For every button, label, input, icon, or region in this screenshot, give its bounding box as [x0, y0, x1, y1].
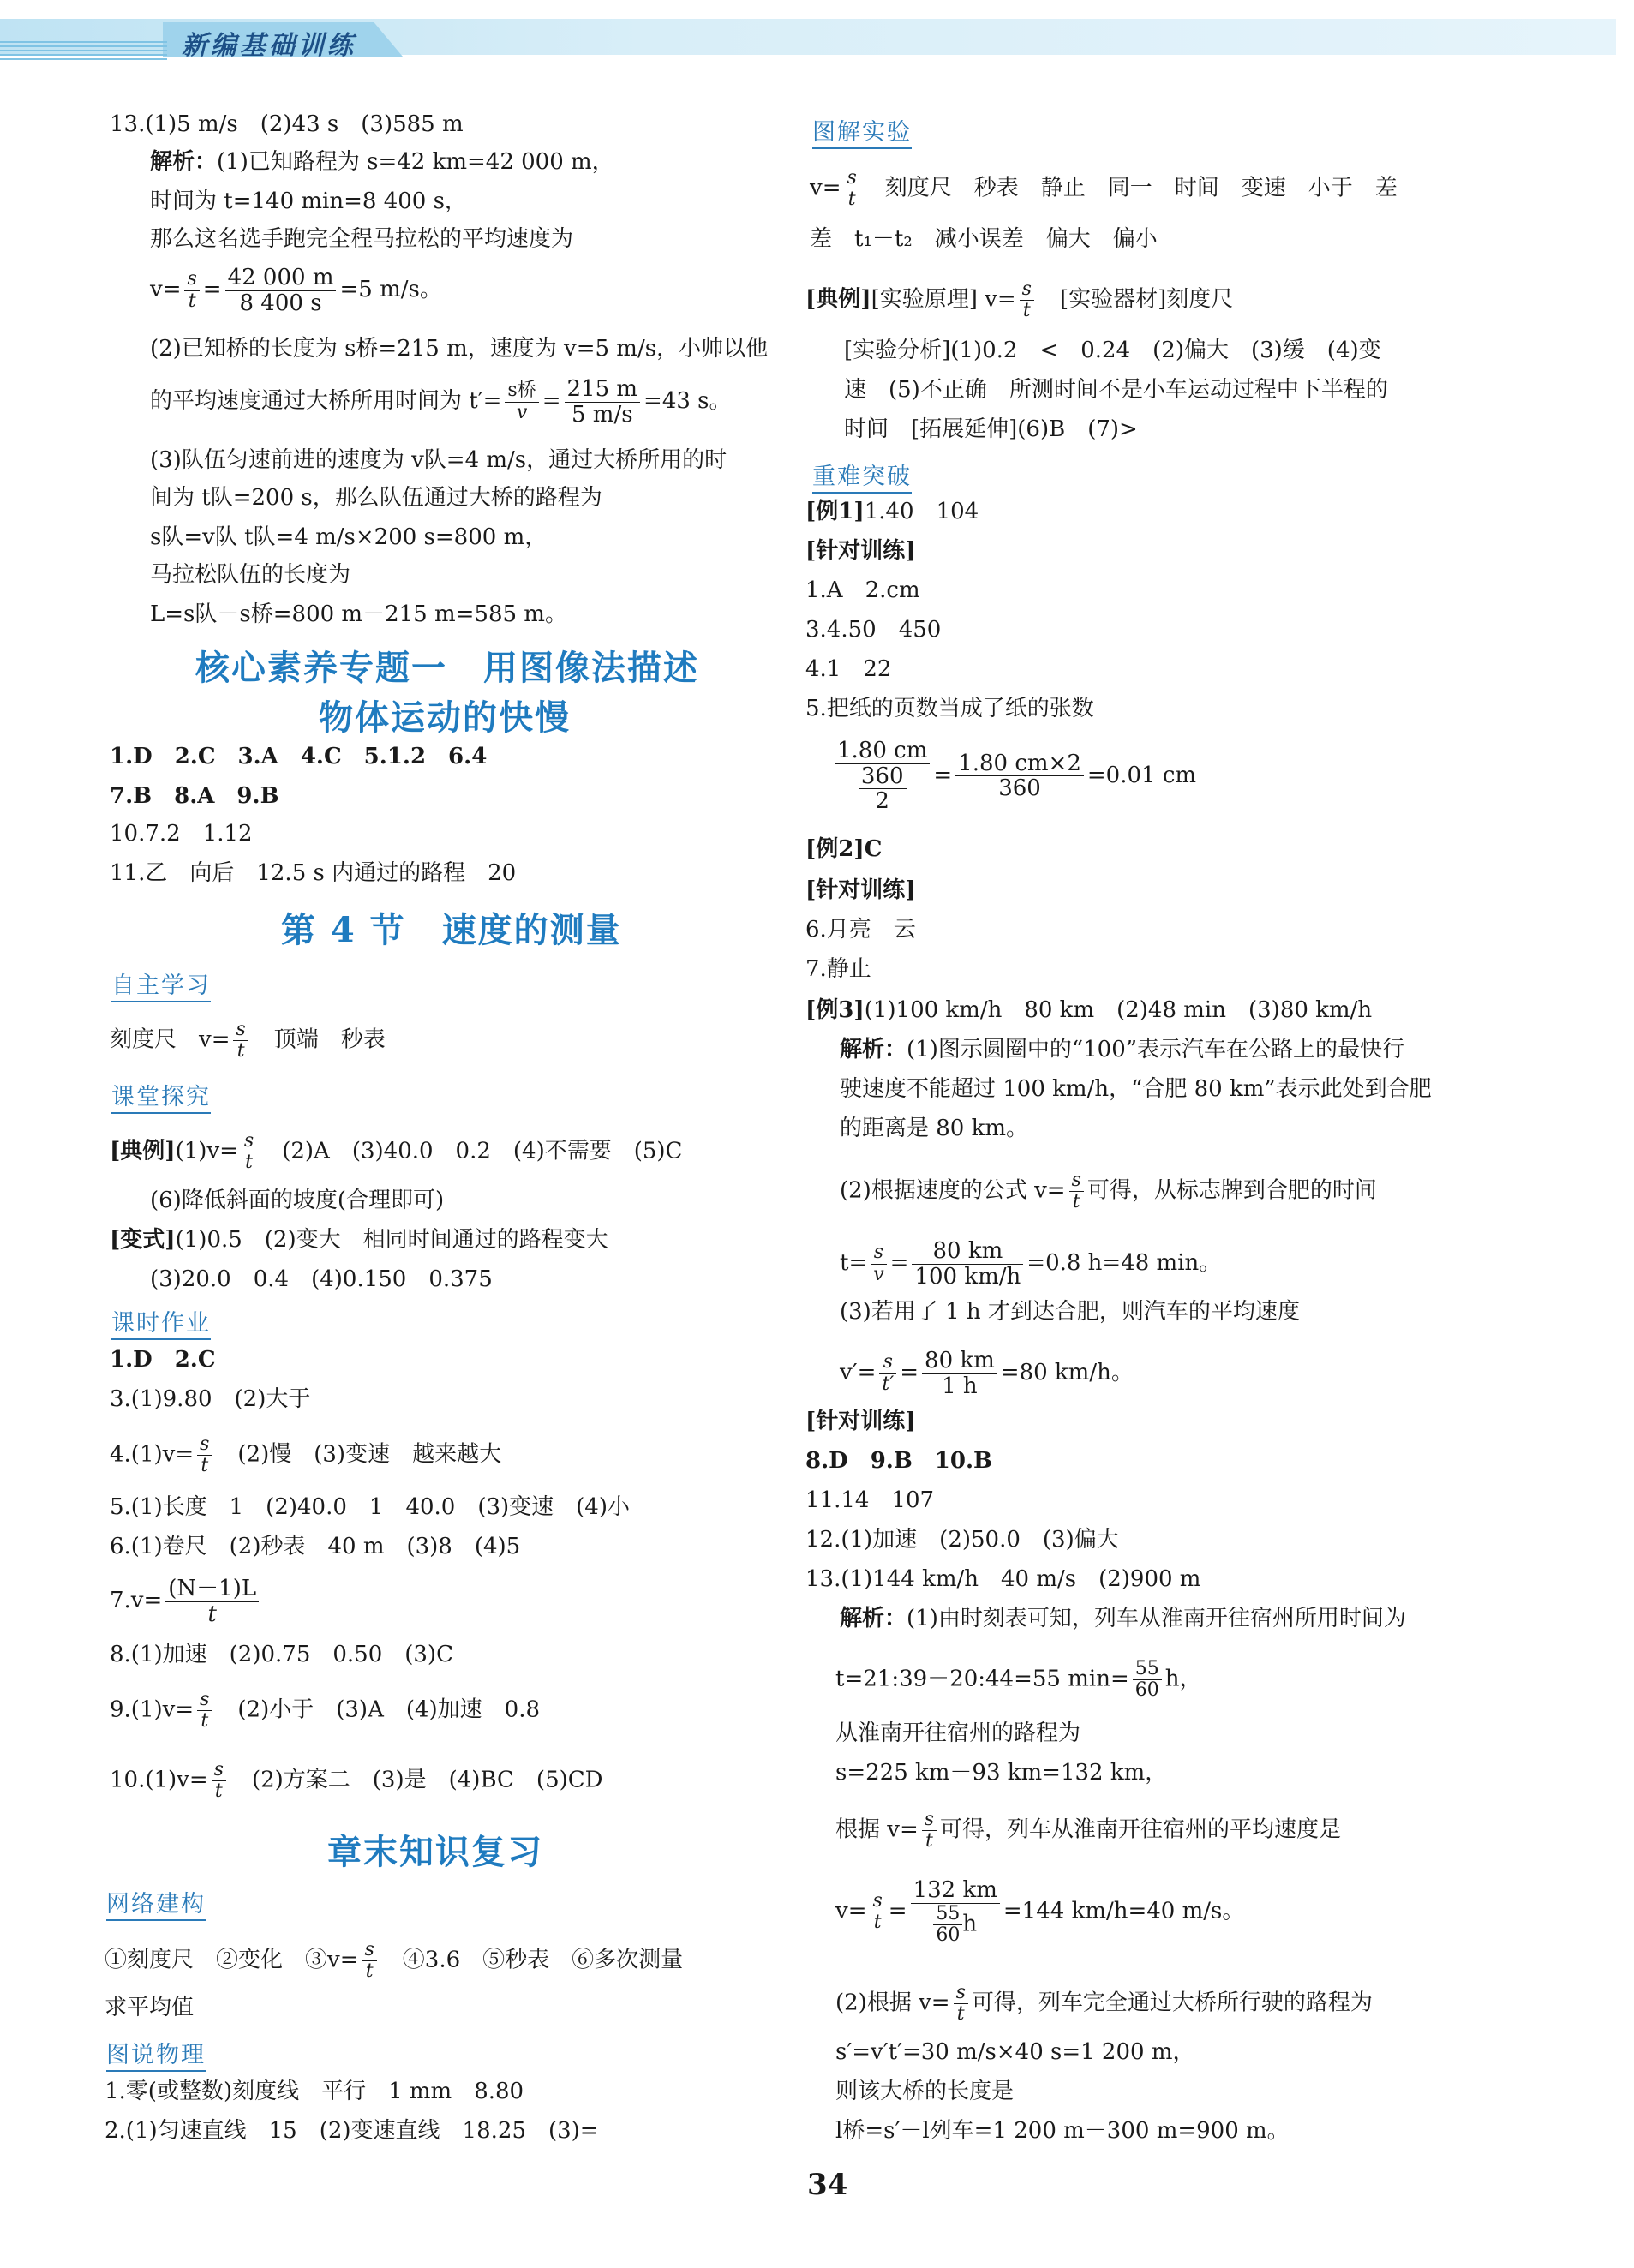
practice-a13: 13.(1)144 km/h 40 m/s (2)900 m: [805, 1566, 1201, 1592]
wangluo-answer-line2: 求平均值: [105, 1995, 195, 2020]
practice-a5: 5.把纸的页数当成了纸的张数: [805, 696, 1094, 721]
topic-title-line2: 物体运动的快慢: [319, 697, 571, 738]
q13-formula-time: 的平均速度通过大桥所用时间为 t′= $\frac{\text{s桥}}{v}$ = $\frac{215 m}{5 m/s}$ =43 s。: [150, 376, 732, 428]
practice-a6: 6.月亮 云: [805, 917, 916, 943]
tujie-analysis-3: 时间 [拓展延伸](6)B (7)>: [844, 416, 1138, 442]
practice-a12: 12.(1)加速 (2)50.0 (3)偏大: [805, 1527, 1119, 1553]
section-label-zhongnan: 重难突破: [812, 458, 912, 494]
chapter-review-title: 章末知识复习: [327, 1832, 543, 1872]
page-number: 34: [745, 2168, 909, 2202]
example-3-solution-6: (3)若用了 1 h 才到达合肥，则汽车的平均速度: [840, 1299, 1300, 1325]
practice-label-1: [针对训练]: [805, 538, 916, 564]
example-3-speed-formula: v′= $\frac{s}{t'}$ = $\frac{80 km}{1 h}$ =80 km/h。: [840, 1348, 1134, 1399]
practice-a8: 8.D 9.B 10.B: [805, 1448, 993, 1474]
q13-right-solution-5: 根据 v= $\frac{s}{t}$ 可得，列车从淮南开往宿州的平均速度是: [835, 1809, 1342, 1852]
keshi-a7: 7.v= $\frac{(N-1)L}{t}$: [110, 1577, 262, 1626]
paper-thickness-formula: $\frac{1.80 cm}{\frac{360}{2}}$ = $\frac{1.80 cm\times 2}{360}$ =0.01 cm: [831, 739, 1196, 814]
ketang-bianshi: [变式](1)0.5 (2)变大 相同时间通过的路程变大: [110, 1227, 608, 1253]
q13-solution-line1: 解析：(1)已知路程为 s=42 km=42 000 m，: [150, 149, 614, 175]
section-label-wangluo: 网络建构: [106, 1885, 206, 1921]
example-2: [例2]C: [805, 836, 883, 862]
keshi-a10: 10.(1)v= $\frac{s}{t}$ (2)方案二 (3)是 (4)BC (5)CD: [110, 1759, 603, 1803]
q13-right-speed: v= $\frac{s}{t}$ = 132 km $\frac{55}{60}$ h =144 km/h=40 m/s。: [835, 1877, 1245, 1946]
q13-right-bridge-length: l桥=s′－l列车=1 200 m－300 m=900 m。: [835, 2118, 1290, 2144]
example-3-solution-3: 的距离是 80 km。: [840, 1116, 1029, 1141]
section-label-zizhu: 自主学习: [111, 966, 211, 1002]
wangluo-answer: ①刻度尺 ②变化 ③v= $\frac{s}{t}$ ④3.6 ⑤秒表 ⑥多次测量: [105, 1939, 684, 1983]
tujie-line2: 差 t₁－t₂ 减小误差 偏大 偏小: [810, 226, 1158, 252]
section-label-tushuo: 图说物理: [106, 2036, 206, 2072]
q13-solution-line11: L=s队－s桥=800 m－215 m=585 m。: [150, 601, 567, 627]
q13-solution-line9: s队=v队 t队=4 m/s×200 s=800 m，: [150, 524, 548, 550]
ketang-bianshi-line2: (3)20.0 0.4 (4)0.150 0.375: [150, 1266, 493, 1292]
q13-right-solution-3: 从淮南开往宿州的路程为: [835, 1720, 1081, 1746]
q13-solution-line5: (2)已知桥的长度为 s桥=215 m，速度为 v=5 m/s，小帅以他: [150, 336, 769, 362]
example-3-solution-2: 驶速度不能超过 100 km/h，“合肥 80 km”表示此处到合肥: [840, 1076, 1432, 1102]
tujie-analysis-1: [实验分析](1)0.2 < 0.24 (2)偏大 (3)缓 (4)变: [844, 338, 1381, 363]
header-stripes: [0, 41, 167, 62]
keshi-a4: 4.(1)v= $\frac{s}{t}$ (2)慢 (3)变速 越来越大: [110, 1433, 502, 1477]
q13-solution-line10: 马拉松队伍的长度为: [150, 562, 351, 588]
keshi-a6: 6.(1)卷尺 (2)秒表 40 m (3)8 (4)5: [110, 1534, 521, 1559]
practice-label-3: [针对训练]: [805, 1409, 916, 1434]
zizhu-answer: 刻度尺 v= $\frac{s}{t}$ 顶端 秒表: [110, 1019, 386, 1062]
q13-answer: 13.(1)5 m/s (2)43 s (3)585 m: [110, 111, 464, 137]
practice-a1: 1.A 2.cm: [805, 577, 920, 603]
example-1: [例1]1.40 104: [805, 499, 979, 524]
example-3-time-formula: t= $\frac{s}{v}$ = $\frac{80 km}{100 km/h}$ =0.8 h=48 min。: [840, 1238, 1222, 1290]
example-3: [例3](1)100 km/h 80 km (2)48 min (3)80 km/h: [805, 997, 1373, 1023]
header-title: 新编基础训练: [182, 31, 356, 61]
practice-label-2: [针对训练]: [805, 877, 916, 903]
example-3-solution-1: 解析：(1)图示圆圈中的“100”表示汽车在公路上的最快行: [840, 1037, 1405, 1062]
keshi-a8: 8.(1)加速 (2)0.75 0.50 (3)C: [110, 1642, 453, 1667]
section-4-title: 第 4 节 速度的测量: [281, 910, 622, 950]
topic-answers-1: 1.D 2.C 3.A 4.C 5.1.2 6.4: [110, 744, 488, 769]
practice-a4: 4.1 22: [805, 656, 892, 682]
q13-right-time: t=21:39－20:44=55 min= $\frac{55}{60}$ h，: [835, 1658, 1202, 1702]
topic-answers-4: 11.乙 向后 12.5 s 内通过的路程 20: [110, 860, 517, 886]
practice-a11: 11.14 107: [805, 1487, 935, 1513]
section-label-ketang: 课堂探究: [111, 1078, 211, 1114]
ketang-dianli: [典例](1)v= $\frac{s}{t}$ (2)A (3)40.0 0.2 (4)不需要 (5)C: [110, 1130, 683, 1174]
keshi-a1: 1.D 2.C: [110, 1347, 216, 1373]
section-label-tujie: 图解实验: [812, 113, 912, 149]
q13-right-distance: s=225 km－93 km=132 km，: [835, 1760, 1168, 1786]
ketang-dianli-line2: (6)降低斜面的坡度(合理即可): [150, 1188, 445, 1213]
practice-a3: 3.4.50 450: [805, 617, 942, 643]
topic-answers-2: 7.B 8.A 9.B: [110, 783, 279, 809]
q13-formula-speed: v= $\frac{s}{t}$ = $\frac{42 000 m}{8 400 s}$ =5 m/s。: [150, 265, 442, 316]
keshi-a3: 3.(1)9.80 (2)大于: [110, 1386, 311, 1412]
keshi-a5: 5.(1)长度 1 (2)40.0 1 40.0 (3)变速 (4)小: [110, 1494, 630, 1520]
q13-solution-line8: 间为 t队=200 s，那么队伍通过大桥的路程为: [150, 485, 602, 511]
practice-a7: 7.静止: [805, 956, 871, 982]
example-3-solution-4: (2)根据速度的公式 v= $\frac{s}{t}$ 可得，从标志牌到合肥的时间: [840, 1170, 1377, 1213]
q13-right-solution-1: 解析：(1)由时刻表可知，列车从淮南开往宿州所用时间为: [840, 1606, 1406, 1631]
tushuo-line1: 1.零(或整数)刻度线 平行 1 mm 8.80: [105, 2079, 524, 2104]
tujie-dianli: [典例][实验原理] v= $\frac{s}{t}$ [实验器材]刻度尺: [805, 278, 1234, 322]
q13-right-path: s′=v′t′=30 m/s×40 s=1 200 m，: [835, 2039, 1195, 2065]
topic-title-line1: 核心素养专题一 用图像法描述: [195, 648, 699, 688]
tushuo-line2: 2.(1)匀速直线 15 (2)变速直线 18.25 (3)=: [105, 2118, 599, 2144]
q13-solution-line2: 时间为 t=140 min=8 400 s，: [150, 189, 467, 214]
keshi-a9: 9.(1)v= $\frac{s}{t}$ (2)小于 (3)A (4)加速 0.8: [110, 1689, 541, 1732]
tujie-analysis-2: 速 (5)不正确 所测时间不是小车运动过程中下半程的: [844, 377, 1388, 403]
q13-right-solution-7: (2)根据 v= $\frac{s}{t}$ 可得，列车完全通过大桥所行驶的路程为: [835, 1982, 1373, 2026]
q13-solution-line3: 那么这名选手跑完全程马拉松的平均速度为: [150, 226, 574, 252]
section-label-keshi: 课时作业: [111, 1304, 211, 1340]
tujie-line1: v= $\frac{s}{t}$ 刻度尺 秒表 静止 同一 时间 变速 小于 差: [810, 167, 1398, 211]
topic-answers-3: 10.7.2 1.12: [110, 821, 253, 847]
q13-solution-line7: (3)队伍匀速前进的速度为 v队=4 m/s，通过大桥所用的时: [150, 447, 727, 473]
q13-right-solution-9: 则该大桥的长度是: [835, 2079, 1015, 2104]
